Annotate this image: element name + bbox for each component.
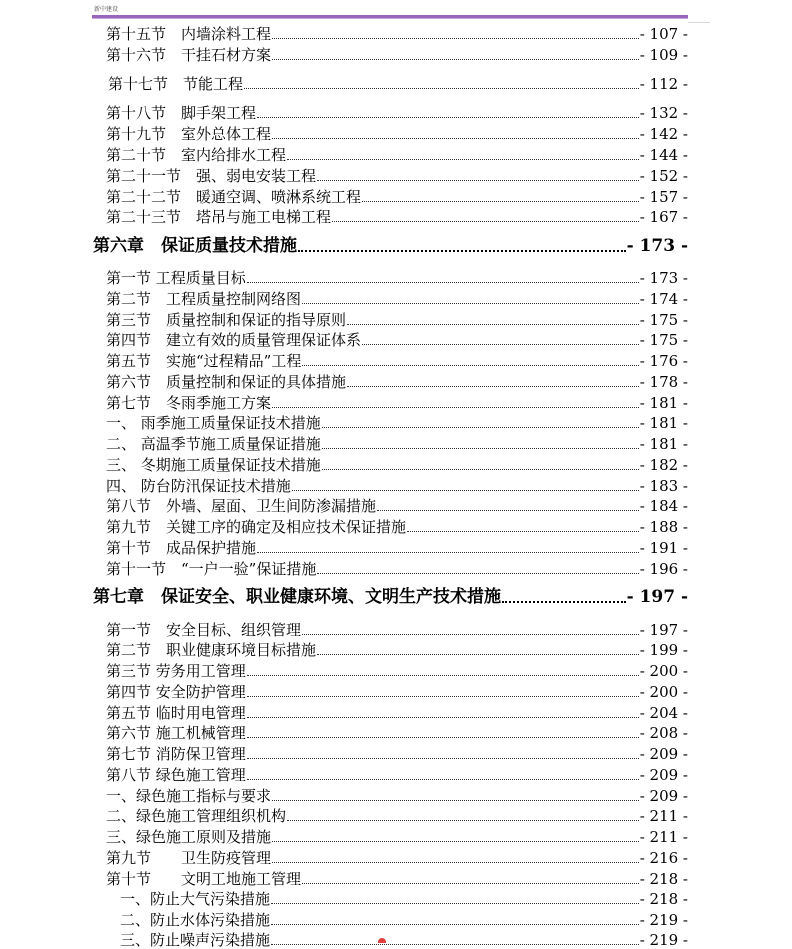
toc-entry[interactable]	[106, 620, 688, 639]
toc-entry[interactable]	[106, 124, 688, 143]
toc-page-number: - 181 -	[639, 394, 688, 412]
toc-entry-label: 第十八节 脚手架工程	[106, 104, 257, 122]
toc-entry[interactable]	[106, 538, 688, 557]
toc-entry[interactable]	[106, 187, 688, 206]
toc-entry[interactable]	[106, 310, 688, 329]
toc-dot-leader	[322, 426, 639, 428]
toc-entry-label: 三、 冬期施工质量保证技术措施	[106, 456, 321, 474]
toc-page-number: - 176 -	[639, 352, 688, 370]
company-logo	[92, 0, 122, 14]
toc-entry[interactable]	[106, 640, 688, 659]
toc-dot-leader	[332, 220, 639, 222]
toc-page-number: - 188 -	[639, 518, 688, 536]
toc-entry[interactable]	[106, 496, 688, 515]
toc-entry[interactable]	[106, 45, 688, 64]
toc-entry-label: 第十节 文明工地施工管理	[106, 870, 302, 888]
toc-dot-leader	[272, 861, 639, 863]
toc-dot-leader	[271, 923, 639, 925]
toc-page-number: - 218 -	[639, 870, 688, 888]
header-rule	[92, 15, 688, 19]
toc-entry-label: 第五节 实施“过程精品”工程	[106, 352, 302, 370]
toc-entry[interactable]	[106, 455, 688, 474]
toc-page-number: - 200 -	[639, 683, 688, 701]
toc-entry-label: 第八节 外墙、屋面、卫生间防渗漏措施	[106, 497, 377, 515]
toc-entry-label: 第三节 质量控制和保证的指导原则	[106, 311, 347, 329]
toc-page-number: - 200 -	[639, 662, 688, 680]
toc-dot-leader	[362, 343, 639, 345]
toc-chapter-entry[interactable]	[93, 588, 688, 607]
toc-entry[interactable]	[108, 74, 688, 93]
toc-entry[interactable]	[106, 413, 688, 432]
toc-entry[interactable]	[106, 372, 688, 391]
toc-entry[interactable]	[106, 268, 688, 287]
toc-entry[interactable]	[106, 703, 688, 722]
toc-entry[interactable]	[106, 24, 688, 43]
toc-entry-label: 第二十二节 暖通空调、喷淋系统工程	[106, 188, 362, 206]
toc-dot-leader	[287, 819, 639, 821]
toc-entry-label: 一、 雨季施工质量保证技术措施	[106, 414, 321, 432]
toc-entry-label: 第二十三节 塔吊与施工电梯工程	[106, 208, 332, 226]
toc-entry[interactable]	[106, 786, 688, 805]
header-rule-tail	[688, 22, 710, 23]
toc-dot-leader	[244, 87, 639, 89]
toc-page-number: - 152 -	[639, 167, 688, 185]
toc-entry-label: 第二十节 室内给排水工程	[106, 146, 287, 164]
red-marker	[378, 938, 386, 943]
toc-dot-leader	[302, 882, 639, 884]
toc-entry[interactable]	[120, 889, 688, 908]
toc-entry[interactable]	[106, 166, 688, 185]
toc-dot-leader	[317, 179, 639, 181]
toc-page-number: - 209 -	[639, 745, 688, 763]
toc-dot-leader	[347, 323, 639, 325]
toc-dot-leader	[502, 600, 626, 603]
toc-entry-label: 二、 高温季节施工质量保证措施	[106, 435, 321, 453]
toc-dot-leader	[302, 364, 638, 366]
toc-dot-leader	[347, 385, 639, 387]
toc-entry[interactable]	[120, 930, 688, 949]
toc-dot-leader	[271, 943, 639, 945]
toc-entry-label: 第十七节 节能工程	[108, 75, 244, 93]
toc-page-number: - 208 -	[639, 724, 688, 742]
toc-entry[interactable]	[106, 744, 688, 763]
toc-page-number: - 209 -	[639, 787, 688, 805]
toc-entry-label: 第九节 关键工序的确定及相应技术保证措施	[106, 518, 407, 536]
toc-entry-label: 第六节 质量控制和保证的具体措施	[106, 373, 347, 391]
toc-dot-leader	[287, 158, 639, 160]
toc-page-number: - 197 -	[639, 621, 688, 639]
toc-entry[interactable]	[106, 806, 688, 825]
toc-dot-leader	[247, 281, 639, 283]
toc-entry-label: 第二十一节 强、弱电安装工程	[106, 167, 317, 185]
toc-entry-label: 第六节 施工机械管理	[106, 724, 246, 742]
toc-dot-leader	[271, 902, 639, 904]
toc-entry-label: 四、 防台防汛保证技术措施	[106, 477, 291, 495]
toc-entry-label: 第七节 冬雨季施工方案	[106, 394, 272, 412]
toc-entry-label: 三、绿色施工原则及措施	[106, 828, 272, 846]
toc-entry[interactable]	[106, 330, 688, 349]
toc-entry-label: 第六章 保证质量技术措施	[93, 236, 297, 256]
toc-entry-label: 第一节 安全目标、组织管理	[106, 621, 302, 639]
toc-dot-leader	[362, 200, 639, 202]
toc-dot-leader	[272, 137, 639, 139]
toc-dot-leader	[247, 674, 639, 676]
toc-page-number: - 211 -	[639, 828, 688, 846]
toc-entry[interactable]	[106, 661, 688, 680]
toc-chapter-entry[interactable]	[93, 237, 688, 256]
toc-entry[interactable]	[106, 559, 688, 578]
toc-dot-leader	[298, 249, 626, 252]
toc-entry[interactable]	[106, 848, 688, 867]
toc-entry-label: 第一节 工程质量目标	[106, 269, 246, 287]
toc-page-number: - 219 -	[639, 911, 688, 929]
toc-entry[interactable]	[106, 103, 688, 122]
toc-dot-leader	[247, 778, 639, 780]
toc-page-number: - 175 -	[639, 331, 688, 349]
toc-dot-leader	[257, 116, 639, 118]
toc-entry-label: 二、绿色施工管理组织机构	[106, 807, 287, 825]
toc-dot-leader	[377, 509, 639, 511]
toc-dot-leader	[247, 736, 639, 738]
toc-entry-label: 第五节 临时用电管理	[106, 704, 246, 722]
toc-page-number: - 191 -	[639, 539, 688, 557]
toc-entry-label: 一、绿色施工指标与要求	[106, 787, 272, 805]
toc-entry-label: 第二节 职业健康环境目标措施	[106, 641, 317, 659]
toc-page-number: - 216 -	[639, 849, 688, 867]
toc-entry[interactable]	[106, 476, 688, 495]
toc-entry[interactable]	[106, 723, 688, 742]
toc-dot-leader	[407, 530, 639, 532]
toc-page-number: - 196 -	[639, 560, 688, 578]
toc-entry-label: 第十六节 干挂石材方案	[106, 46, 272, 64]
toc-entry[interactable]	[106, 682, 688, 701]
toc-page-number: - 157 -	[639, 188, 688, 206]
toc-page-number: - 167 -	[639, 208, 688, 226]
toc-page-number: - 132 -	[639, 104, 688, 122]
toc-page-number: - 204 -	[639, 704, 688, 722]
toc-page-number: - 112 -	[639, 75, 688, 93]
toc-entry[interactable]	[106, 207, 688, 226]
toc-dot-leader	[247, 716, 639, 718]
toc-page-number: - 178 -	[639, 373, 688, 391]
toc-page-number: - 211 -	[639, 807, 688, 825]
toc-entry[interactable]	[106, 351, 688, 370]
toc-page-number: - 173 -	[626, 236, 688, 256]
toc-dot-leader	[292, 489, 639, 491]
toc-page-number: - 182 -	[639, 456, 688, 474]
toc-entry-label: 第七章 保证安全、职业健康环境、文明生产技术措施	[93, 587, 501, 607]
toc-dot-leader	[272, 58, 639, 60]
toc-entry[interactable]	[106, 517, 688, 536]
toc-dot-leader	[272, 840, 639, 842]
toc-entry-label: 第十节 成品保护措施	[106, 539, 257, 557]
toc-entry-label: 第十五节 内墙涂料工程	[106, 25, 272, 43]
toc-entry-label: 第九节 卫生防疫管理	[106, 849, 272, 867]
toc-dot-leader	[272, 799, 639, 801]
toc-entry[interactable]	[106, 393, 688, 412]
toc-page-number: - 209 -	[639, 766, 688, 784]
toc-entry[interactable]	[106, 289, 688, 308]
toc-entry[interactable]	[106, 827, 688, 846]
toc-page-number: - 107 -	[639, 25, 688, 43]
toc-page-number: - 218 -	[639, 890, 688, 908]
toc-dot-leader	[322, 447, 639, 449]
toc-entry[interactable]	[106, 765, 688, 784]
toc-dot-leader	[302, 302, 639, 304]
toc-page-number: - 184 -	[639, 497, 688, 515]
toc-entry-label: 第二节 工程质量控制网络图	[106, 290, 302, 308]
toc-dot-leader	[302, 633, 639, 635]
toc-entry-label: 第十九节 室外总体工程	[106, 125, 272, 143]
toc-page-number: - 199 -	[639, 641, 688, 659]
toc-entry-label: 第四节 建立有效的质量管理保证体系	[106, 331, 362, 349]
toc-page-number: - 183 -	[639, 477, 688, 495]
toc-entry-label: 第八节 绿色施工管理	[106, 766, 246, 784]
toc-page-number: - 174 -	[639, 290, 688, 308]
toc-entry[interactable]	[120, 910, 688, 929]
toc-page-number: - 142 -	[639, 125, 688, 143]
toc-entry-label: 三、防止噪声污染措施	[120, 931, 271, 949]
toc-page-number: - 173 -	[639, 269, 688, 287]
toc-dot-leader	[317, 653, 639, 655]
toc-dot-leader	[317, 572, 638, 574]
toc-dot-leader	[272, 406, 639, 408]
toc-entry-label: 第十一节 “一户一验”保证措施	[106, 560, 317, 578]
toc-entry-label: 二、防止水体污染措施	[120, 911, 271, 929]
toc-entry[interactable]	[106, 434, 688, 453]
toc-entry-label: 第七节 消防保卫管理	[106, 745, 246, 763]
toc-page-number: - 181 -	[639, 435, 688, 453]
toc-entry[interactable]	[106, 145, 688, 164]
toc-entry-label: 一、防止大气污染措施	[120, 890, 271, 908]
toc-dot-leader	[247, 757, 639, 759]
toc-page-number: - 197 -	[626, 587, 688, 607]
toc-page-number: - 175 -	[639, 311, 688, 329]
toc-page-number: - 109 -	[639, 46, 688, 64]
toc-entry-label: 第四节 安全防护管理	[106, 683, 246, 701]
toc-dot-leader	[322, 468, 639, 470]
toc-dot-leader	[272, 37, 639, 39]
toc-entry[interactable]	[106, 869, 688, 888]
logo-text: 新中建设	[94, 6, 119, 13]
toc-page-number: - 144 -	[639, 146, 688, 164]
toc-page-number: - 219 -	[639, 931, 688, 949]
toc-dot-leader	[247, 695, 639, 697]
toc-entry-label: 第三节 劳务用工管理	[106, 662, 246, 680]
toc-dot-leader	[257, 551, 639, 553]
toc-page-number: - 181 -	[639, 414, 688, 432]
